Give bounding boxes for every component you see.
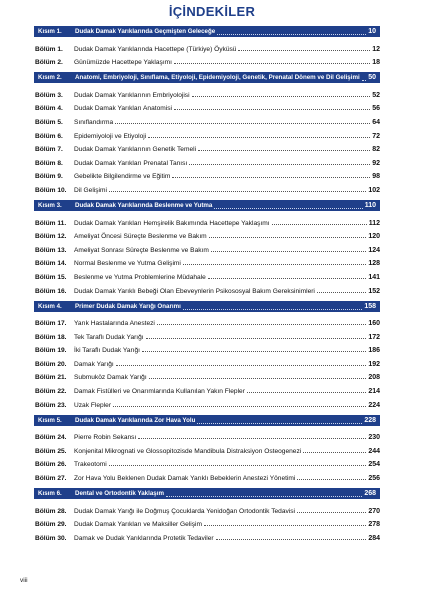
chapter-row — [34, 468, 380, 482]
chapter-page-number: 120 — [368, 233, 380, 241]
chapter-page-number: 172 — [368, 333, 380, 341]
chapter-page-number: 244 — [368, 447, 380, 455]
chapter-label: Bölüm 26. — [35, 461, 67, 469]
chapter-label: Bölüm 29. — [35, 521, 67, 529]
chapter-label: Bölüm 10. — [35, 186, 67, 194]
chapter-page-number: 254 — [368, 461, 380, 469]
chapter-row — [34, 140, 380, 154]
chapter-title: Pierre Robin Sekansı — [74, 434, 137, 442]
chapter-page-number: 256 — [368, 475, 380, 483]
part-page-number: 158 — [364, 302, 376, 310]
chapter-label: Bölüm 12. — [35, 233, 67, 241]
chapter-row — [34, 395, 380, 409]
chapter-row — [34, 381, 380, 395]
dot-leader — [198, 150, 370, 151]
chapter-page-number: 72 — [372, 132, 380, 140]
chapter-row — [34, 213, 380, 227]
dot-leader — [217, 28, 366, 35]
chapter-label: Bölüm 28. — [35, 507, 67, 515]
chapter-title: Dudak Damak Yarıklarında Hacettepe (Türkiye) Öyküsü — [74, 45, 237, 53]
part-page-number: 10 — [368, 28, 376, 35]
chapter-page-number: 141 — [368, 273, 380, 281]
chapter-label: Bölüm 1. — [35, 45, 63, 53]
chapter-row — [34, 354, 380, 368]
chapter-title: Beslenme ve Yutma Problemlerine Müdahale — [74, 273, 206, 281]
chapter-label: Bölüm 2. — [35, 59, 63, 67]
dot-leader — [157, 324, 366, 325]
dot-leader — [116, 365, 367, 366]
part-title: Dental ve Ortodontik Yaklaşım — [75, 490, 164, 498]
chapter-row — [34, 455, 380, 469]
chapter-row — [34, 428, 380, 442]
chapter-row — [34, 240, 380, 254]
dot-leader — [166, 490, 362, 497]
chapter-page-number: 278 — [368, 521, 380, 529]
part-title: Anatomi, Embriyoloji, Sınıflama, Etiyoloji, Epidemiyoloji, Genetik, Prenatal Dönem ve Dil Gelişimi — [75, 74, 360, 82]
chapter-page-number: 230 — [368, 434, 380, 442]
chapter-label: Bölüm 23. — [35, 401, 67, 409]
part-header — [34, 301, 380, 312]
part-label: Kısım 3. — [38, 201, 62, 209]
chapter-label: Bölüm 7. — [35, 146, 63, 154]
part-page-number: 50 — [368, 74, 376, 82]
chapter-page-number: 52 — [372, 91, 380, 99]
chapter-row — [34, 227, 380, 241]
part-label: Kısım 5. — [38, 416, 62, 424]
dot-leader — [142, 351, 366, 352]
dot-leader — [247, 392, 366, 393]
chapter-title: Damak ve Dudak Yarıklarında Protetik Tedaviler — [74, 534, 214, 542]
chapter-label: Bölüm 14. — [35, 260, 67, 268]
chapter-title: Dudak Damak Yarıkları Hemşirelik Bakımında Hacettepe Yaklaşımı — [74, 219, 270, 227]
chapter-title: Dudak Damak Yarıklarının Genetik Temeli — [74, 146, 197, 154]
dot-leader — [113, 406, 366, 407]
chapter-page-number: 224 — [368, 401, 380, 409]
chapter-page-number: 112 — [368, 219, 380, 227]
chapter-title: Submuköz Damak Yarığı — [74, 374, 147, 382]
chapter-page-number: 98 — [372, 173, 380, 181]
chapter-title: Sınıflandırma — [74, 118, 114, 126]
chapter-page-number: 18 — [372, 59, 380, 67]
dot-leader — [149, 378, 367, 379]
dot-leader — [174, 63, 370, 64]
chapter-row — [34, 501, 380, 515]
chapter-title: Epidemiyoloji ve Etiyoloji — [74, 132, 147, 140]
chapter-title: Uzak Flepler — [74, 401, 112, 409]
chapter-label: Bölüm 17. — [35, 320, 67, 328]
chapter-title: Dudak Damak Yarıklı Bebeği Olan Ebeveynlerin Psikososyal Bakım Gereksinimleri — [74, 287, 315, 295]
part-header — [34, 488, 380, 499]
chapter-label: Bölüm 3. — [35, 91, 63, 99]
dot-leader — [183, 264, 366, 265]
part-title: Primer Dudak Damak Yarığı Onarımı — [75, 302, 181, 310]
dot-leader — [317, 292, 366, 293]
chapter-page-number: 192 — [368, 360, 380, 368]
part-label: Kısım 4. — [38, 302, 62, 310]
dot-leader — [211, 251, 366, 252]
chapter-row — [34, 327, 380, 341]
dot-leader — [362, 74, 367, 81]
chapter-title: Yarık Hastalarında Anestezi — [74, 320, 155, 328]
chapter-page-number: 152 — [368, 287, 380, 295]
chapter-title: Damak Fistülleri ve Onarımlarında Kullanılan Yakın Flepler — [74, 388, 245, 396]
chapter-row — [34, 126, 380, 140]
chapter-page-number: 12 — [372, 45, 380, 53]
part-page-number: 228 — [364, 416, 376, 424]
chapter-row — [34, 180, 380, 194]
chapter-row — [34, 167, 380, 181]
chapter-row — [34, 85, 380, 99]
chapter-row — [34, 267, 380, 281]
chapter-label: Bölüm 15. — [35, 273, 67, 281]
chapter-label: Bölüm 21. — [35, 374, 67, 382]
part-title: Dudak Damak Yarıklarında Zor Hava Yolu — [75, 416, 196, 424]
dot-leader — [138, 438, 366, 439]
chapter-row — [34, 112, 380, 126]
chapter-page-number: 56 — [372, 105, 380, 113]
chapter-row — [34, 39, 380, 53]
chapter-title: İki Taraflı Dudak Yarığı — [74, 347, 140, 355]
part-label: Kısım 1. — [38, 28, 62, 35]
chapter-title: Dudak Damak Yarıkları Anatomisi — [74, 105, 172, 113]
chapter-row — [34, 153, 380, 167]
chapter-title: Konjenital Mikrognati ve Glossopitozisde Mandibula Distraksiyon Osteogenezi — [74, 447, 302, 455]
chapter-label: Bölüm 8. — [35, 159, 63, 167]
chapter-page-number: 186 — [368, 347, 380, 355]
chapter-label: Bölüm 5. — [35, 118, 63, 126]
dot-leader — [109, 191, 366, 192]
part-label: Kısım 6. — [38, 490, 62, 498]
chapter-row — [34, 254, 380, 268]
chapter-title: Ameliyat Öncesi Süreçte Beslenme ve Bakım — [74, 233, 207, 241]
dot-leader — [272, 224, 367, 225]
dot-leader — [189, 164, 370, 165]
chapter-title: Normal Beslenme ve Yutma Gelişimi — [74, 260, 181, 268]
chapter-page-number: 102 — [368, 186, 380, 194]
dot-leader — [216, 539, 367, 540]
chapter-title: Damak Yarığı — [74, 360, 114, 368]
chapter-label: Bölüm 22. — [35, 388, 67, 396]
chapter-page-number: 270 — [368, 507, 380, 515]
chapter-title: Gebelikte Bilgilendirme ve Eğitim — [74, 173, 171, 181]
dot-leader — [204, 525, 366, 526]
dot-leader — [197, 417, 362, 424]
dot-leader — [172, 177, 370, 178]
chapter-title: Dudak Damak Yarıklarının Embriyolojisi — [74, 91, 190, 99]
chapter-label: Bölüm 9. — [35, 173, 63, 181]
dot-leader — [146, 338, 367, 339]
chapter-title: Dudak Damak Yarıkları Prenatal Tanısı — [74, 159, 188, 167]
chapter-title: Dil Gelişimi — [74, 186, 107, 194]
chapter-label: Bölüm 19. — [35, 347, 67, 355]
part-header — [34, 415, 380, 426]
dot-leader — [297, 479, 366, 480]
chapter-page-number: 128 — [368, 260, 380, 268]
dot-leader — [115, 123, 370, 124]
dot-leader — [148, 137, 370, 138]
part-header — [34, 72, 380, 83]
chapter-row — [34, 281, 380, 295]
chapter-label: Bölüm 30. — [35, 534, 67, 542]
dot-leader — [192, 96, 371, 97]
chapter-page-number: 208 — [368, 374, 380, 382]
part-page-number: 110 — [364, 201, 376, 209]
chapter-page-number: 82 — [372, 146, 380, 154]
part-label: Kısım 2. — [38, 74, 62, 82]
chapter-page-number: 64 — [372, 118, 380, 126]
chapter-title: Tek Taraflı Dudak Yarığı — [74, 333, 144, 341]
chapter-label: Bölüm 18. — [35, 333, 67, 341]
chapter-label: Bölüm 13. — [35, 246, 67, 254]
dot-leader — [174, 109, 370, 110]
chapter-title: Dudak Damak Yarıkları ve Maksiller Gelişim — [74, 521, 203, 529]
chapter-label: Bölüm 25. — [35, 447, 67, 455]
dot-leader — [208, 278, 366, 279]
chapter-page-number: 160 — [368, 320, 380, 328]
chapter-row — [34, 99, 380, 113]
table-of-contents — [34, 20, 380, 542]
chapter-page-number: 124 — [368, 246, 380, 254]
chapter-label: Bölüm 20. — [35, 360, 67, 368]
chapter-title: Zor Hava Yolu Beklenen Dudak Damak Yarıklı Bebeklerin Anestezi Yönetimi — [74, 475, 296, 483]
chapter-title: Trakeotomi — [74, 461, 107, 469]
chapter-label: Bölüm 4. — [35, 105, 63, 113]
dot-leader — [303, 452, 366, 453]
chapter-row — [34, 53, 380, 67]
page-title: İÇİNDEKİLER — [168, 4, 256, 19]
part-title: Dudak Damak Yarıklarında Geçmişten Geleceğe — [75, 28, 216, 35]
part-header — [34, 26, 380, 37]
chapter-page-number: 214 — [368, 388, 380, 396]
chapter-title: Dudak Damak Yarığı ile Doğmuş Çocuklarda Yenidoğan Ortodontik Tedavisi — [74, 507, 296, 515]
chapter-page-number: 92 — [372, 159, 380, 167]
chapter-label: Bölüm 6. — [35, 132, 63, 140]
dot-leader — [209, 237, 367, 238]
chapter-label: Bölüm 11. — [35, 219, 67, 227]
dot-leader — [214, 202, 362, 209]
chapter-label: Bölüm 16. — [35, 287, 67, 295]
dot-leader — [238, 50, 370, 51]
part-title: Dudak Damak Yarıklarında Beslenme ve Yutma — [75, 201, 213, 209]
page-number: viii — [20, 577, 28, 584]
chapter-label: Bölüm 24. — [35, 434, 67, 442]
chapter-row — [34, 441, 380, 455]
dot-leader — [297, 512, 366, 513]
chapter-row — [34, 515, 380, 529]
dot-leader — [183, 303, 363, 310]
part-header — [34, 200, 380, 211]
chapter-row — [34, 341, 380, 355]
chapter-row — [34, 528, 380, 542]
chapter-label: Bölüm 27. — [35, 475, 67, 483]
dot-leader — [109, 465, 367, 466]
chapter-title: Günümüzde Hacettepe Yaklaşımı — [74, 59, 172, 67]
part-page-number: 268 — [364, 490, 376, 498]
chapter-row — [34, 314, 380, 328]
chapter-row — [34, 368, 380, 382]
chapter-page-number: 284 — [368, 534, 380, 542]
chapter-title: Ameliyat Sonrası Süreçte Beslenme ve Bakım — [74, 246, 209, 254]
